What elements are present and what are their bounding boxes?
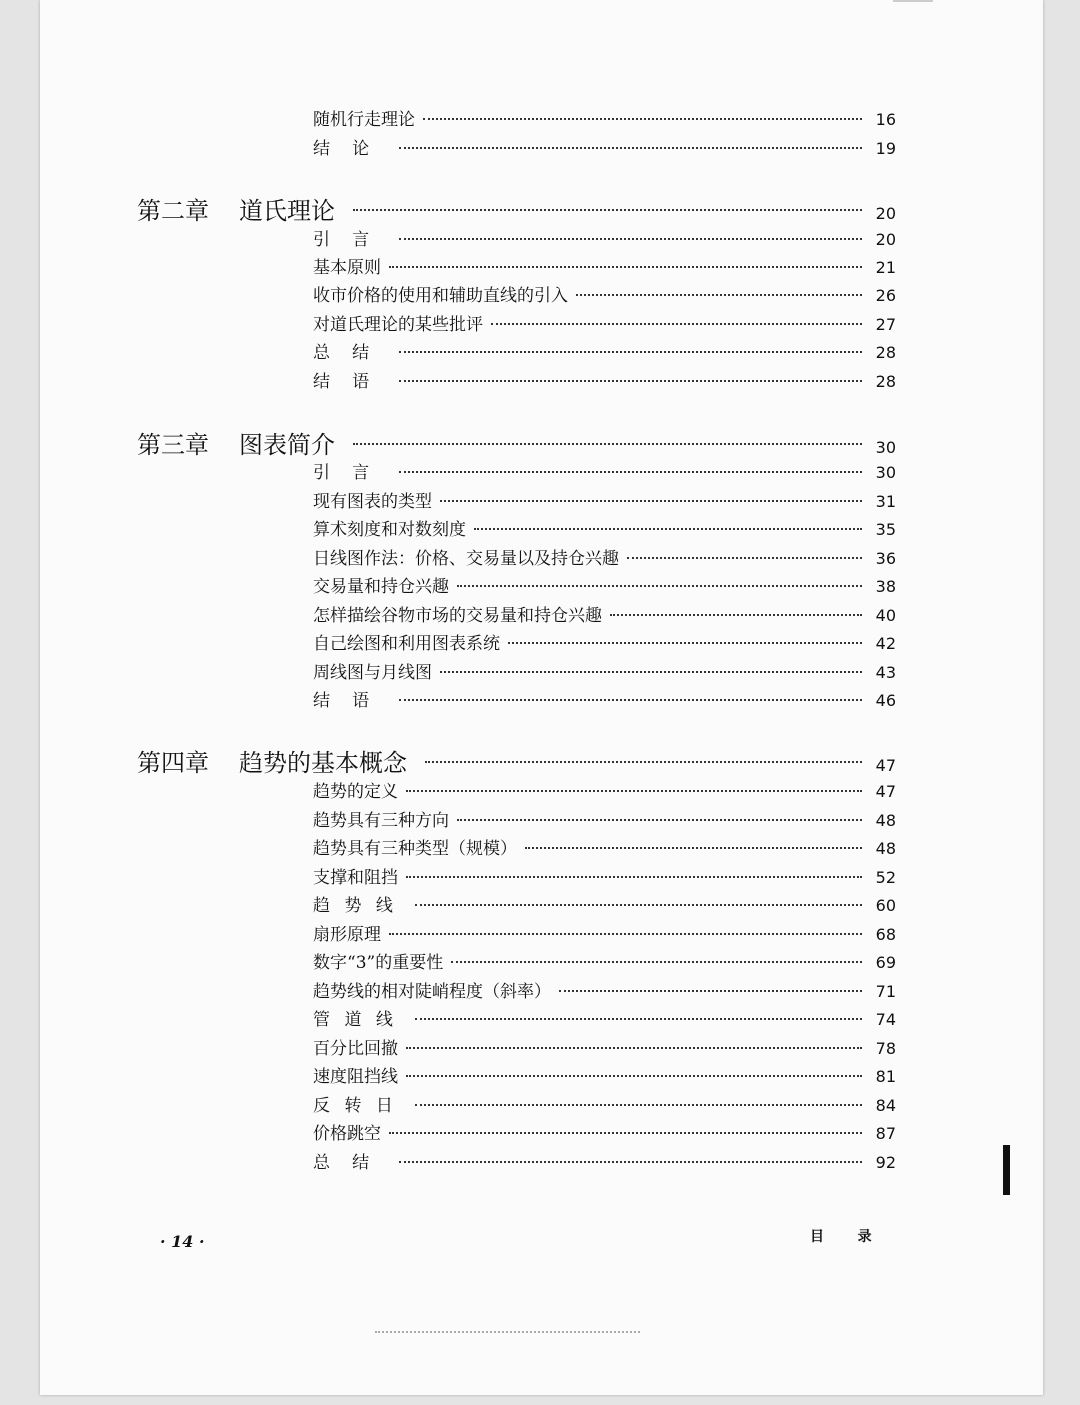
dot-leader	[406, 1075, 862, 1077]
toc-entry-row	[313, 314, 896, 336]
page-ref: 48	[875, 839, 896, 858]
page-ref: 48	[875, 811, 896, 830]
page-ref: 60	[875, 896, 896, 915]
toc-entry-row	[313, 371, 896, 393]
page-ref: 28	[875, 343, 896, 362]
page-ref: 30	[875, 463, 896, 482]
dot-leader	[415, 1018, 862, 1020]
toc-entry-row	[313, 1095, 896, 1117]
dot-leader	[423, 118, 862, 120]
entry-title: 百分比回撤	[313, 1039, 398, 1059]
entry-title: 基本原则	[313, 258, 381, 278]
dot-leader	[399, 380, 862, 382]
toc-entry-row	[313, 519, 896, 541]
dot-leader	[399, 699, 862, 701]
dot-leader	[440, 671, 862, 673]
page-ref: 38	[875, 577, 896, 596]
chapter-title: 道氏理论	[239, 197, 335, 225]
entry-title: 对道氏理论的某些批评	[313, 315, 483, 335]
entry-title: 结语	[313, 691, 392, 711]
entry-title: 现有图表的类型	[313, 492, 432, 512]
toc-entry-row	[313, 633, 896, 655]
page-ref: 78	[875, 1039, 896, 1058]
page-ref: 47	[875, 756, 896, 775]
scan-artifact	[893, 0, 933, 2]
dot-leader	[610, 614, 862, 616]
toc-entry-row	[313, 838, 896, 860]
entry-title: 结论	[313, 139, 392, 159]
page-ref: 74	[875, 1010, 896, 1029]
entry-title: 速度阻挡线	[313, 1067, 398, 1087]
toc-entry-row	[313, 924, 896, 946]
entry-title: 支撑和阻挡	[313, 868, 398, 888]
page-ref: 16	[875, 110, 896, 129]
dot-leader	[399, 238, 862, 240]
entry-title: 周线图与月线图	[313, 663, 432, 683]
chapter-number: 第三章	[137, 431, 209, 459]
dot-leader	[491, 323, 862, 325]
entry-title: 趋势线	[313, 896, 408, 916]
toc-entry-row	[313, 576, 896, 598]
toc-entry-row	[313, 1009, 896, 1031]
page-ref: 69	[875, 953, 896, 972]
page-ref: 87	[875, 1124, 896, 1143]
page-ref: 84	[875, 1096, 896, 1115]
page-ref: 68	[875, 925, 896, 944]
entry-title: 收市价格的使用和辅助直线的引入	[313, 286, 568, 306]
dot-leader	[406, 790, 862, 792]
toc-entry-row	[313, 1038, 896, 1060]
dot-leader	[353, 209, 862, 211]
entry-title: 自己绘图和利用图表系统	[313, 634, 500, 654]
dot-leader	[440, 500, 862, 502]
toc-entry-row	[313, 1066, 896, 1088]
toc-entry-row	[313, 1123, 896, 1145]
dot-leader	[508, 642, 862, 644]
toc-entry-row	[313, 229, 896, 251]
page-ref: 27	[875, 315, 896, 334]
entry-title: 总结	[313, 1153, 392, 1173]
dot-leader	[457, 585, 862, 587]
toc-entry-row	[313, 605, 896, 627]
page-ref: 19	[875, 139, 896, 158]
toc-entry-row	[313, 952, 896, 974]
scan-mark	[1003, 1145, 1010, 1195]
dot-leader	[389, 1132, 862, 1134]
entry-title: 趋势具有三种方向	[313, 811, 449, 831]
entry-title: 日线图作法：价格、交易量以及持仓兴趣	[313, 549, 619, 569]
page-ref: 81	[875, 1067, 896, 1086]
toc-entry-row	[313, 781, 896, 803]
toc-entry-row	[313, 981, 896, 1003]
entry-title: 数字“3”的重要性	[313, 953, 444, 973]
page-ref: 31	[875, 492, 896, 511]
dot-leader	[389, 266, 862, 268]
entry-title: 管道线	[313, 1010, 408, 1030]
chapter-number: 第二章	[137, 197, 209, 225]
page-ref: 20	[875, 230, 896, 249]
dot-leader	[415, 904, 862, 906]
toc-entry-row	[313, 690, 896, 712]
entry-title: 价格跳空	[313, 1124, 381, 1144]
toc-entry-row	[313, 548, 896, 570]
toc-entry-row	[313, 342, 896, 364]
toc-entry-row	[313, 491, 896, 513]
page-ref: 46	[875, 691, 896, 710]
page-ref: 20	[875, 204, 896, 223]
entry-title: 交易量和持仓兴趣	[313, 577, 449, 597]
dot-leader	[406, 1047, 862, 1049]
page-ref: 47	[875, 782, 896, 801]
entry-title: 怎样描绘谷物市场的交易量和持仓兴趣	[313, 606, 602, 626]
dot-leader	[389, 933, 862, 935]
page-ref: 52	[875, 868, 896, 887]
toc-chapter-row	[137, 196, 896, 229]
toc-chapter-row	[137, 430, 896, 463]
toc-entry-row	[313, 462, 896, 484]
entry-title: 趋势的定义	[313, 782, 398, 802]
page-ref: 42	[875, 634, 896, 653]
dot-leader	[399, 351, 862, 353]
page-ref: 35	[875, 520, 896, 539]
chapter-title: 图表简介	[239, 431, 335, 459]
page-ref: 43	[875, 663, 896, 682]
entry-title: 引言	[313, 463, 392, 483]
dot-leader	[451, 961, 862, 963]
entry-title: 反转日	[313, 1096, 408, 1116]
entry-title: 算术刻度和对数刻度	[313, 520, 466, 540]
entry-title: 趋势线的相对陡峭程度（斜率）	[313, 982, 551, 1002]
entry-title: 总结	[313, 343, 392, 363]
page-number: · 14 ·	[160, 1232, 205, 1251]
page-ref: 30	[875, 438, 896, 457]
dot-leader	[415, 1104, 862, 1106]
toc-entry-row	[313, 257, 896, 279]
entry-title: 结语	[313, 372, 392, 392]
toc-entry-row	[313, 662, 896, 684]
chapter-title: 趋势的基本概念	[239, 749, 407, 777]
page-ref: 71	[875, 982, 896, 1001]
entry-title: 随机行走理论	[313, 110, 415, 130]
page-ref: 40	[875, 606, 896, 625]
dot-leader	[399, 147, 862, 149]
page-ref: 21	[875, 258, 896, 277]
scan-smudge	[375, 1328, 640, 1333]
dot-leader	[474, 528, 862, 530]
toc-entry-row	[313, 895, 896, 917]
toc-entry-row	[313, 867, 896, 889]
section-label: 目录	[810, 1229, 906, 1245]
dot-leader	[425, 761, 862, 763]
dot-leader	[406, 876, 862, 878]
chapter-number: 第四章	[137, 749, 209, 777]
toc-entry-row	[313, 810, 896, 832]
dot-leader	[457, 819, 862, 821]
dot-leader	[399, 1161, 862, 1163]
entry-title: 扇形原理	[313, 925, 381, 945]
page-ref: 36	[875, 549, 896, 568]
page-ref: 26	[875, 286, 896, 305]
toc-entry-row	[313, 138, 896, 160]
dot-leader	[353, 443, 862, 445]
entry-title: 引言	[313, 230, 392, 250]
dot-leader	[559, 990, 862, 992]
page-ref: 92	[875, 1153, 896, 1172]
document-page	[40, 0, 1043, 1395]
toc-entry-row	[313, 285, 896, 307]
dot-leader	[525, 847, 862, 849]
toc-chapter-row	[137, 748, 896, 781]
toc-entry-row	[313, 109, 896, 131]
entry-title: 趋势具有三种类型（规模）	[313, 839, 517, 859]
dot-leader	[576, 294, 862, 296]
dot-leader	[627, 557, 862, 559]
page-ref: 28	[875, 372, 896, 391]
toc-entry-row	[313, 1152, 896, 1174]
dot-leader	[399, 471, 862, 473]
